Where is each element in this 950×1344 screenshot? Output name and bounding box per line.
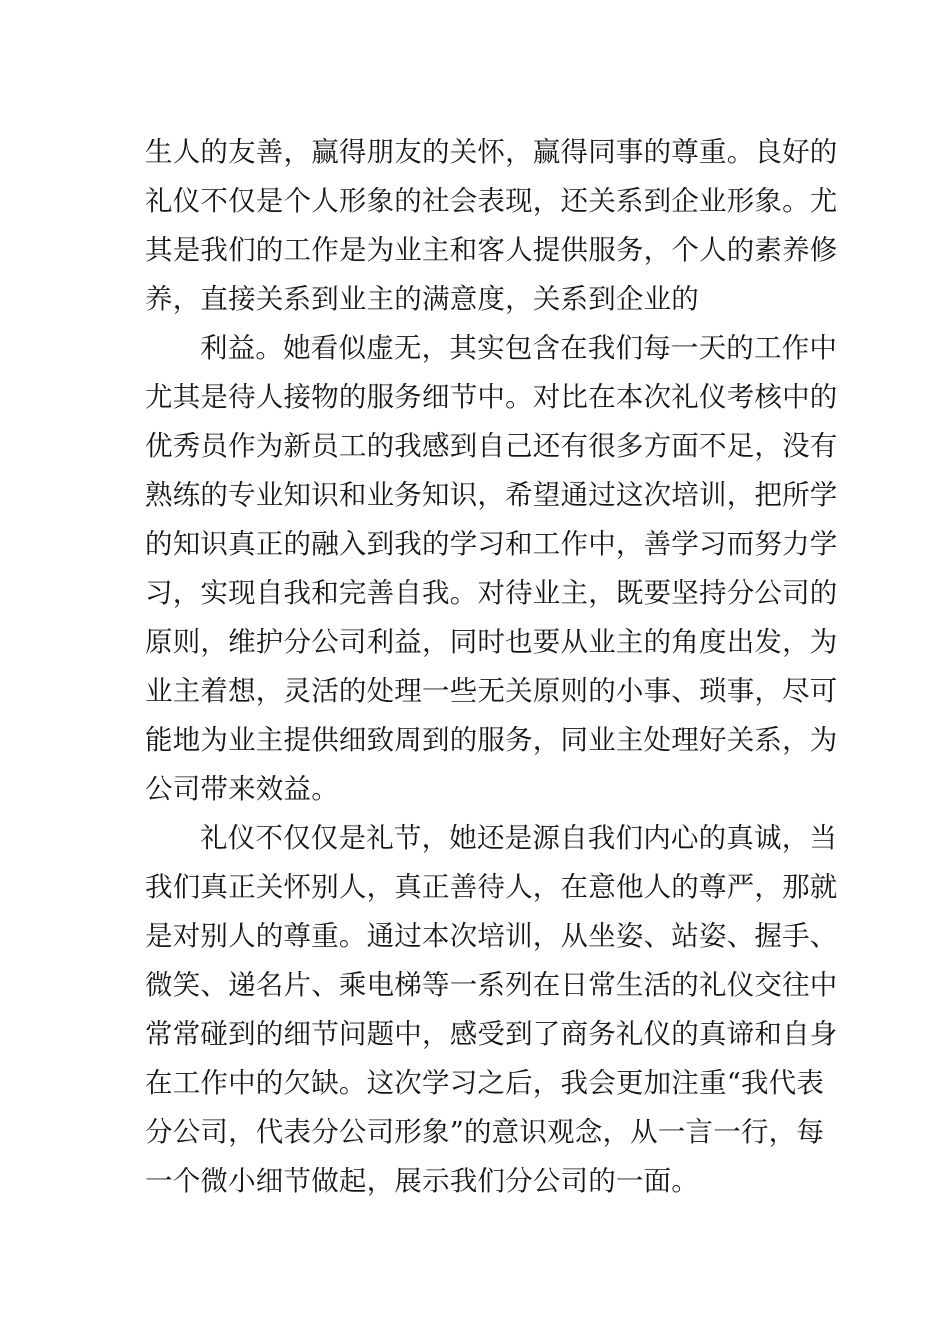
text-line: 常常碰到的细节问题中，感受到了商务礼仪的真谛和自身 <box>145 1018 838 1050</box>
text-line: 生人的友善，赢得朋友的关怀，赢得同事的尊重。良好的 <box>145 136 838 168</box>
text-line: 利益。她看似虚无，其实包含在我们每一天的工作中 <box>200 332 838 364</box>
text-line: 原则，维护分公司利益，同时也要从业主的角度出发，为 <box>145 626 838 658</box>
text-line: 分公司，代表分公司形象”的意识观念，从一言一行，每 <box>145 1116 825 1148</box>
text-line: 我们真正关怀别人，真正善待人，在意他人的尊严，那就 <box>145 871 838 903</box>
text-line: 是对别人的尊重。通过本次培训，从坐姿、站姿、握手、 <box>145 920 838 952</box>
text-line: 熟练的专业知识和业务知识，希望通过这次培训，把所学 <box>145 479 838 511</box>
text-line: 养，直接关系到业主的满意度，关系到企业的 <box>145 283 699 315</box>
text-line: 能地为业主提供细致周到的服务，同业主处理好关系，为 <box>145 724 838 756</box>
text-line: 一个微小细节做起，展示我们分公司的一面。 <box>145 1165 699 1197</box>
text-line: 礼仪不仅是个人形象的社会表现，还关系到企业形象。尤 <box>145 185 838 217</box>
text-line: 业主着想，灵活的处理一些无关原则的小事、琐事，尽可 <box>145 675 838 707</box>
text-line: 的知识真正的融入到我的学习和工作中，善学习而努力学 <box>145 528 838 560</box>
text-line: 其是我们的工作是为业主和客人提供服务，个人的素养修 <box>145 234 838 266</box>
document-body <box>145 128 838 1206</box>
text-line: 在工作中的欠缺。这次学习之后，我会更加注重“我代表 <box>145 1067 825 1099</box>
text-line: 微笑、递名片、乘电梯等一系列在日常生活的礼仪交往中 <box>145 969 838 1001</box>
text-line: 公司带来效益。 <box>145 773 339 805</box>
text-line: 习，实现自我和完善自我。对待业主，既要坚持分公司的 <box>145 577 838 609</box>
text-line: 尤其是待人接物的服务细节中。对比在本次礼仪考核中的 <box>145 381 838 413</box>
text-line: 礼仪不仅仅是礼节，她还是源自我们内心的真诚，当 <box>200 822 838 854</box>
text-line: 优秀员作为新员工的我感到自己还有很多方面不足，没有 <box>145 430 838 462</box>
